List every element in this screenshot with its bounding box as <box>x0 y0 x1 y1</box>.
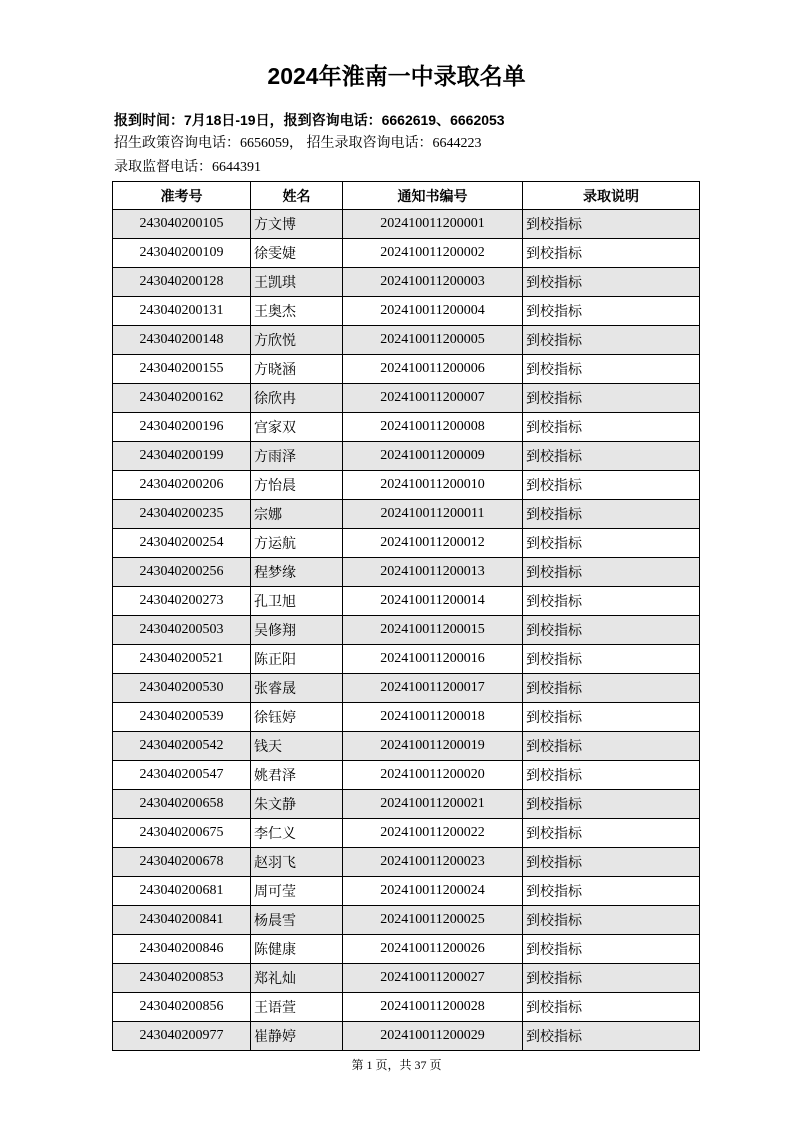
table-row <box>113 935 700 964</box>
admission-note-cell: 到校指标 <box>523 790 700 819</box>
exam-number-cell: 243040200206 <box>113 471 251 500</box>
admission-note-cell: 到校指标 <box>523 906 700 935</box>
notice-number-cell: 202410011200023 <box>343 848 523 877</box>
exam-number-cell: 243040200675 <box>113 819 251 848</box>
exam-number-cell: 243040200105 <box>113 210 251 239</box>
notice-number-cell: 202410011200027 <box>343 964 523 993</box>
table-row <box>113 355 700 384</box>
exam-number-cell: 243040200109 <box>113 239 251 268</box>
policy-contact-info: 招生政策咨询电话：6656059， 招生录取咨询电话：6644223 <box>114 136 482 151</box>
table-row <box>113 993 700 1022</box>
student-name-cell: 方雨泽 <box>251 442 343 471</box>
admission-note-cell: 到校指标 <box>523 645 700 674</box>
admission-note-cell: 到校指标 <box>523 993 700 1022</box>
admission-note-cell: 到校指标 <box>523 268 700 297</box>
student-name-cell: 方晓涵 <box>251 355 343 384</box>
admission-note-cell: 到校指标 <box>523 761 700 790</box>
exam-number-cell: 243040200853 <box>113 964 251 993</box>
header-notice-number: 通知书编号 <box>343 182 523 210</box>
student-name-cell: 方文博 <box>251 210 343 239</box>
table-row <box>113 964 700 993</box>
exam-number-cell: 243040200196 <box>113 413 251 442</box>
notice-number-cell: 202410011200016 <box>343 645 523 674</box>
notice-number-cell: 202410011200026 <box>343 935 523 964</box>
table-row <box>113 645 700 674</box>
student-name-cell: 崔静婷 <box>251 1022 343 1051</box>
student-name-cell: 李仁义 <box>251 819 343 848</box>
table-row <box>113 297 700 326</box>
exam-number-cell: 243040200547 <box>113 761 251 790</box>
notice-number-cell: 202410011200025 <box>343 906 523 935</box>
exam-number-cell: 243040200503 <box>113 616 251 645</box>
student-name-cell: 徐钰婷 <box>251 703 343 732</box>
notice-number-cell: 202410011200022 <box>343 819 523 848</box>
exam-number-cell: 243040200658 <box>113 790 251 819</box>
page-title: 2024年淮南一中录取名单 <box>267 63 526 89</box>
admission-note-cell: 到校指标 <box>523 471 700 500</box>
notice-number-cell: 202410011200015 <box>343 616 523 645</box>
student-name-cell: 宫家双 <box>251 413 343 442</box>
student-name-cell: 孔卫旭 <box>251 587 343 616</box>
header-exam-number: 准考号 <box>113 182 251 210</box>
notice-number-cell: 202410011200014 <box>343 587 523 616</box>
notice-number-cell: 202410011200001 <box>343 210 523 239</box>
student-name-cell: 吴修翔 <box>251 616 343 645</box>
notice-number-cell: 202410011200011 <box>343 500 523 529</box>
student-name-cell: 钱天 <box>251 732 343 761</box>
notice-number-cell: 202410011200020 <box>343 761 523 790</box>
header-admission-note: 录取说明 <box>523 182 700 210</box>
exam-number-cell: 243040200977 <box>113 1022 251 1051</box>
admission-note-cell: 到校指标 <box>523 674 700 703</box>
notice-number-cell: 202410011200003 <box>343 268 523 297</box>
admission-note-cell: 到校指标 <box>523 355 700 384</box>
admission-note-cell: 到校指标 <box>523 616 700 645</box>
table-header-row <box>113 182 700 210</box>
table-row <box>113 500 700 529</box>
exam-number-cell: 243040200256 <box>113 558 251 587</box>
notice-number-cell: 202410011200028 <box>343 993 523 1022</box>
notice-number-cell: 202410011200006 <box>343 355 523 384</box>
notice-number-cell: 202410011200007 <box>343 384 523 413</box>
student-name-cell: 陈健康 <box>251 935 343 964</box>
table-body <box>113 210 700 1051</box>
admission-note-cell: 到校指标 <box>523 819 700 848</box>
table-row <box>113 616 700 645</box>
exam-number-cell: 243040200199 <box>113 442 251 471</box>
student-name-cell: 方欣悦 <box>251 326 343 355</box>
header-name: 姓名 <box>251 182 343 210</box>
exam-number-cell: 243040200162 <box>113 384 251 413</box>
admission-note-cell: 到校指标 <box>523 500 700 529</box>
admission-note-cell: 到校指标 <box>523 529 700 558</box>
admission-note-cell: 到校指标 <box>523 210 700 239</box>
notice-number-cell: 202410011200013 <box>343 558 523 587</box>
admission-note-cell: 到校指标 <box>523 877 700 906</box>
student-name-cell: 王凯琪 <box>251 268 343 297</box>
student-name-cell: 方怡晨 <box>251 471 343 500</box>
exam-number-cell: 243040200856 <box>113 993 251 1022</box>
notice-number-cell: 202410011200021 <box>343 790 523 819</box>
student-name-cell: 徐雯婕 <box>251 239 343 268</box>
table-row <box>113 761 700 790</box>
table-row <box>113 471 700 500</box>
exam-number-cell: 243040200539 <box>113 703 251 732</box>
supervision-contact-info: 录取监督电话：6644391 <box>114 160 261 175</box>
student-name-cell: 朱文静 <box>251 790 343 819</box>
table-row <box>113 442 700 471</box>
exam-number-cell: 243040200542 <box>113 732 251 761</box>
student-name-cell: 郑礼灿 <box>251 964 343 993</box>
exam-number-cell: 243040200148 <box>113 326 251 355</box>
admission-note-cell: 到校指标 <box>523 297 700 326</box>
notice-number-cell: 202410011200017 <box>343 674 523 703</box>
student-name-cell: 赵羽飞 <box>251 848 343 877</box>
table-row <box>113 732 700 761</box>
table-row <box>113 210 700 239</box>
student-name-cell: 周可莹 <box>251 877 343 906</box>
admission-table <box>112 181 700 1051</box>
table-row <box>113 268 700 297</box>
table-row <box>113 529 700 558</box>
exam-number-cell: 243040200128 <box>113 268 251 297</box>
notice-number-cell: 202410011200008 <box>343 413 523 442</box>
table-row <box>113 674 700 703</box>
student-name-cell: 徐欣冉 <box>251 384 343 413</box>
admission-note-cell: 到校指标 <box>523 442 700 471</box>
exam-number-cell: 243040200530 <box>113 674 251 703</box>
notice-number-cell: 202410011200018 <box>343 703 523 732</box>
table-row <box>113 819 700 848</box>
exam-number-cell: 243040200678 <box>113 848 251 877</box>
table-row <box>113 790 700 819</box>
admission-note-cell: 到校指标 <box>523 413 700 442</box>
exam-number-cell: 243040200841 <box>113 906 251 935</box>
notice-number-cell: 202410011200024 <box>343 877 523 906</box>
admission-note-cell: 到校指标 <box>523 964 700 993</box>
admission-note-cell: 到校指标 <box>523 848 700 877</box>
table-row <box>113 848 700 877</box>
table-row <box>113 239 700 268</box>
table-row <box>113 558 700 587</box>
admission-note-cell: 到校指标 <box>523 326 700 355</box>
admission-note-cell: 到校指标 <box>523 384 700 413</box>
table-row <box>113 413 700 442</box>
exam-number-cell: 243040200521 <box>113 645 251 674</box>
notice-number-cell: 202410011200002 <box>343 239 523 268</box>
exam-number-cell: 243040200131 <box>113 297 251 326</box>
notice-number-cell: 202410011200019 <box>343 732 523 761</box>
exam-number-cell: 243040200254 <box>113 529 251 558</box>
notice-number-cell: 202410011200029 <box>343 1022 523 1051</box>
admission-note-cell: 到校指标 <box>523 558 700 587</box>
admission-note-cell: 到校指标 <box>523 239 700 268</box>
admission-note-cell: 到校指标 <box>523 1022 700 1051</box>
table-row <box>113 1022 700 1051</box>
notice-number-cell: 202410011200009 <box>343 442 523 471</box>
student-name-cell: 张睿晟 <box>251 674 343 703</box>
exam-number-cell: 243040200155 <box>113 355 251 384</box>
admission-note-cell: 到校指标 <box>523 587 700 616</box>
admission-note-cell: 到校指标 <box>523 732 700 761</box>
table-row <box>113 703 700 732</box>
admission-note-cell: 到校指标 <box>523 935 700 964</box>
table-row <box>113 877 700 906</box>
exam-number-cell: 243040200846 <box>113 935 251 964</box>
student-name-cell: 陈正阳 <box>251 645 343 674</box>
student-name-cell: 宗娜 <box>251 500 343 529</box>
notice-number-cell: 202410011200004 <box>343 297 523 326</box>
table-row <box>113 384 700 413</box>
notice-number-cell: 202410011200005 <box>343 326 523 355</box>
table-row <box>113 906 700 935</box>
student-name-cell: 王奥杰 <box>251 297 343 326</box>
exam-number-cell: 243040200273 <box>113 587 251 616</box>
exam-number-cell: 243040200681 <box>113 877 251 906</box>
student-name-cell: 方运航 <box>251 529 343 558</box>
notice-number-cell: 202410011200010 <box>343 471 523 500</box>
exam-number-cell: 243040200235 <box>113 500 251 529</box>
notice-number-cell: 202410011200012 <box>343 529 523 558</box>
student-name-cell: 姚君泽 <box>251 761 343 790</box>
table-row <box>113 326 700 355</box>
admission-note-cell: 到校指标 <box>523 703 700 732</box>
registration-info: 报到时间：7月18日-19日，报到咨询电话：6662619、6662053 <box>114 112 505 128</box>
student-name-cell: 王语萱 <box>251 993 343 1022</box>
page-footer: 第 1 页，共 37 页 <box>351 1058 442 1072</box>
student-name-cell: 杨晨雪 <box>251 906 343 935</box>
table-row <box>113 587 700 616</box>
student-name-cell: 程梦缘 <box>251 558 343 587</box>
